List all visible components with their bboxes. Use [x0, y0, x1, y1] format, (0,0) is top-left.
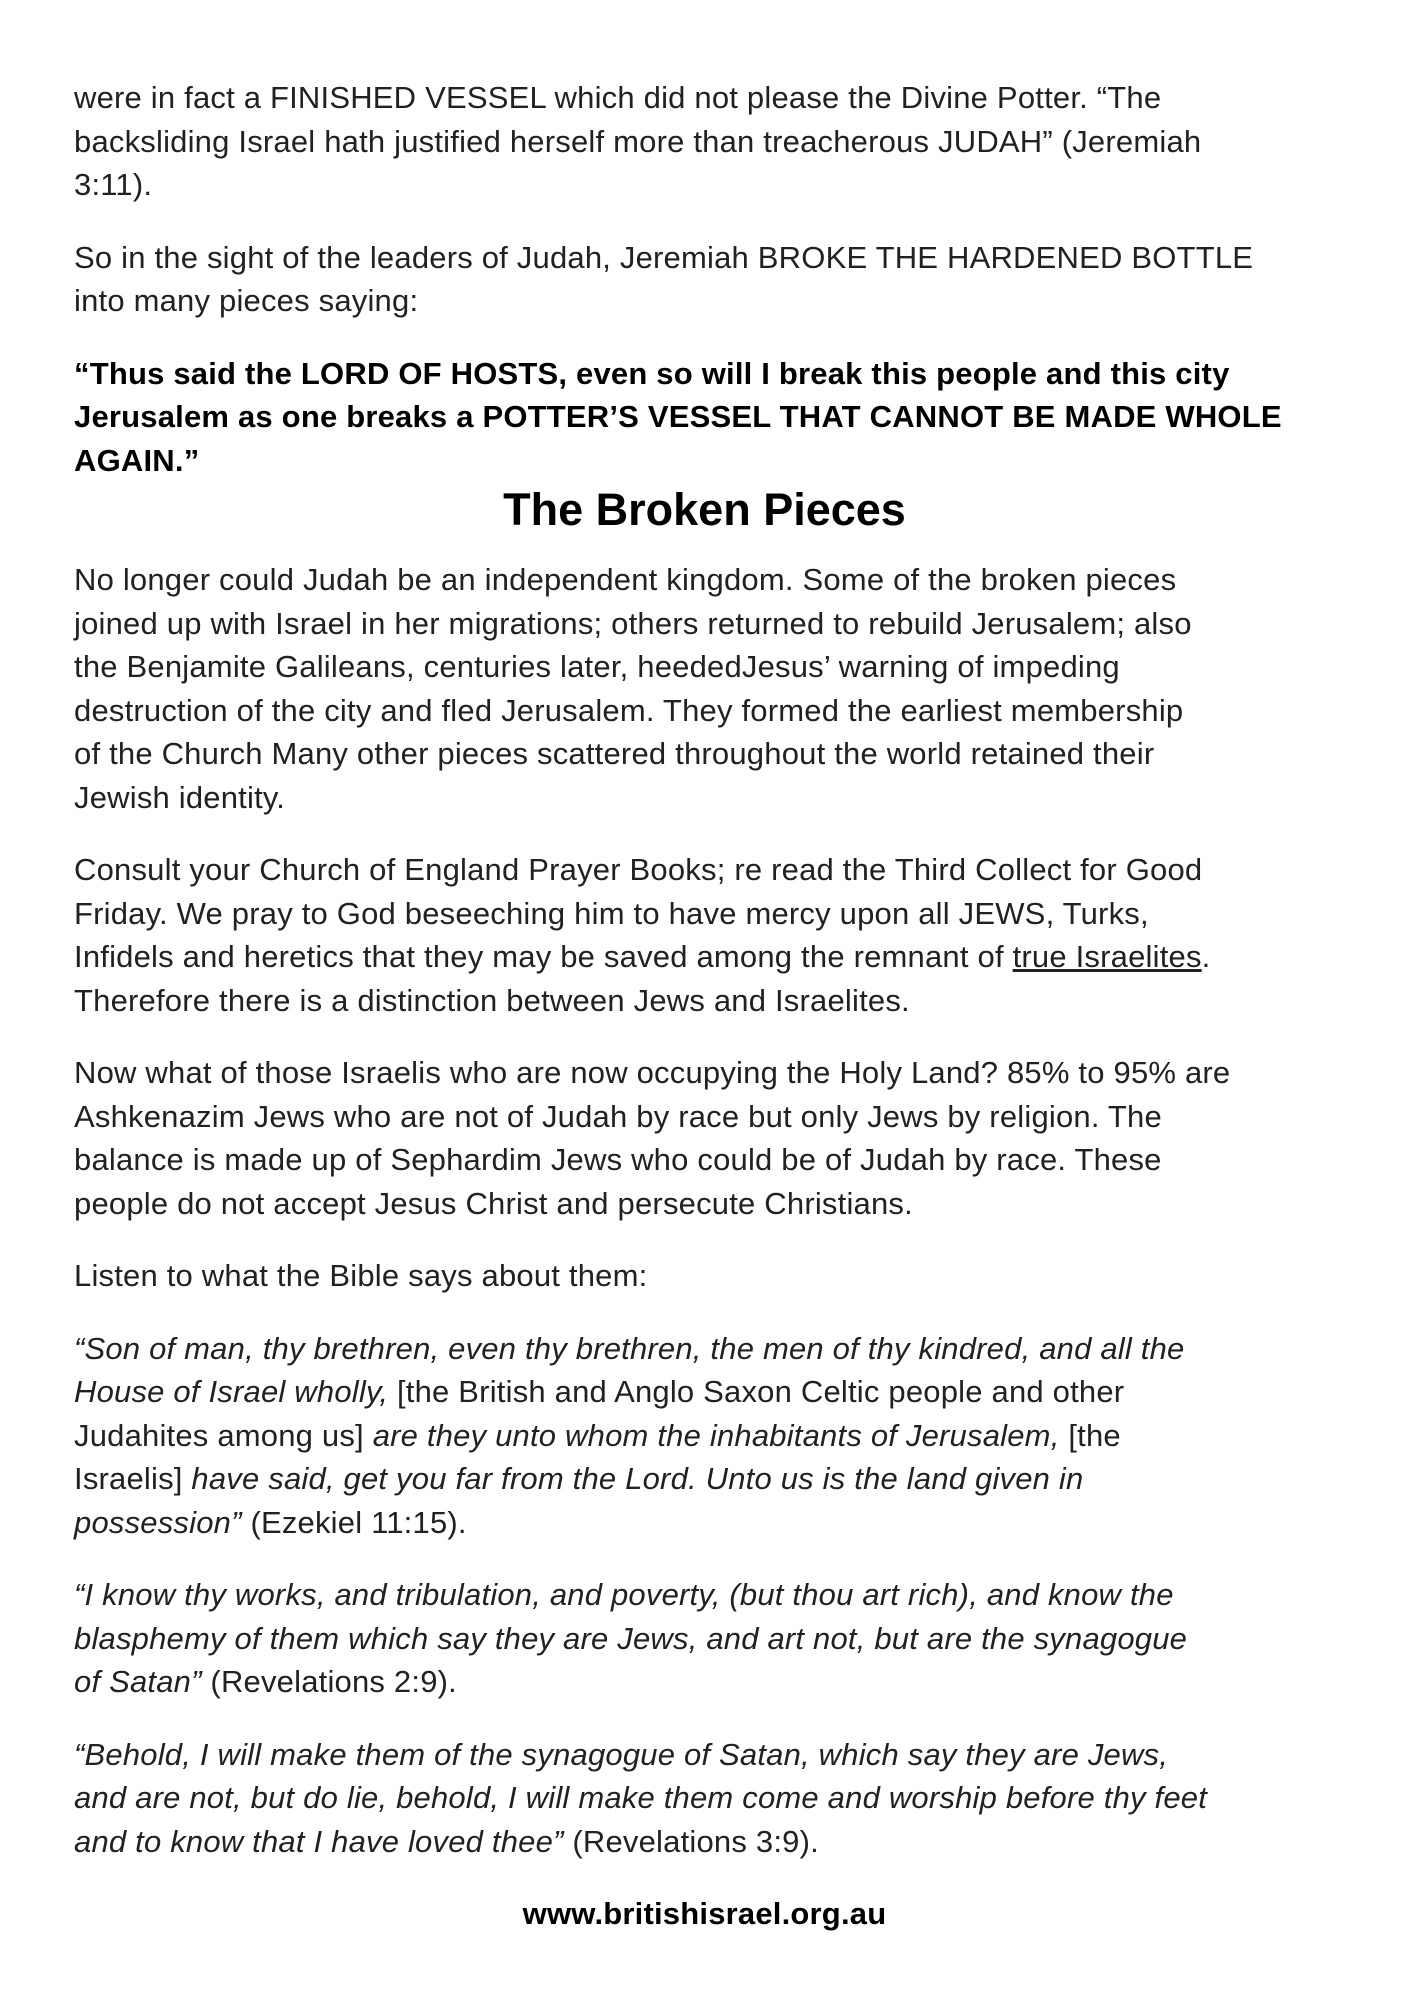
listen-intro-paragraph	[74, 1254, 1335, 1298]
text-line	[74, 1182, 1335, 1226]
text-segment: (Revelations 2:9).	[201, 1664, 457, 1699]
text-segment: Jewish identity.	[74, 779, 286, 815]
text-segment: “Behold, I will make them of the synagogue of Satan, which say they are Jews,	[74, 1736, 1169, 1772]
text-line	[74, 732, 1335, 776]
text-line	[74, 1660, 1335, 1704]
text-segment: are they unto whom the inhabitants of Jerusalem,	[372, 1417, 1060, 1453]
body-section	[74, 558, 1335, 1863]
text-segment: of Satan”	[74, 1664, 202, 1699]
text-line	[74, 935, 1335, 979]
text-line	[74, 1820, 1335, 1864]
footer-url: www.britishisrael.org.au	[522, 1896, 887, 1931]
text-segment: Israelis]	[74, 1461, 192, 1496]
text-line	[74, 689, 1335, 733]
text-segment: backsliding Israel hath justified herself more than treacherous JUDAH” (Jeremiah	[74, 123, 1202, 159]
text-line	[74, 776, 1335, 820]
text-line	[74, 236, 1335, 280]
text-line	[74, 558, 1335, 602]
text-segment: have said, get you far from the Lord. Unto us is the land given in	[191, 1461, 1084, 1496]
text-segment: Therefore there is a distinction between Jews and Israelites.	[74, 982, 910, 1018]
text-segment: AGAIN.”	[74, 442, 200, 478]
text-segment: blasphemy of them which say they are Jews, and art not, but are the synagogue	[74, 1620, 1188, 1656]
text-segment: Consult your Church of England Prayer Books; re read the Third Collect for Good	[74, 852, 1203, 887]
text-segment: and to know that I have loved thee”	[74, 1823, 564, 1859]
text-segment: of the Church Many other pieces scattered throughout the world retained their	[74, 736, 1155, 771]
text-segment: possession”	[74, 1504, 242, 1540]
text-line	[74, 1254, 1335, 1298]
text-line	[74, 1617, 1335, 1661]
text-line	[74, 1138, 1335, 1182]
text-segment: destruction of the city and fled Jerusalem. They formed the earliest membership	[74, 692, 1184, 728]
text-segment: Friday. We pray to God beseeching him to have mercy upon all JEWS, Turks,	[74, 895, 1149, 931]
text-line	[74, 163, 1335, 207]
text-line	[74, 848, 1335, 892]
text-segment: (Ezekiel 11:15).	[241, 1504, 467, 1540]
prayer-book-paragraph	[74, 848, 1335, 1022]
text-line	[74, 1370, 1335, 1414]
text-segment: Infidels and heretics that they may be saved among the remnant of	[74, 939, 1013, 974]
underlined-phrase: true Israelites	[1012, 939, 1202, 974]
revelations-2-9-quote	[74, 1573, 1335, 1704]
text-segment: Now what of those Israelis who are now occupying the Holy Land? 85% to 95% are	[74, 1055, 1231, 1090]
text-segment: balance is made up of Sephardim Jews who could be of Judah by race. These	[74, 1142, 1162, 1177]
text-segment: were in fact a FINISHED VESSEL which did not please the Divine Potter. “The	[74, 80, 1162, 115]
text-line	[74, 1733, 1335, 1777]
text-segment: House of Israel wholly,	[74, 1374, 389, 1409]
text-line	[74, 279, 1335, 323]
text-segment: joined up with Israel in her migrations; others returned to rebuild Jerusalem; also	[74, 605, 1192, 641]
text-line	[74, 1414, 1335, 1458]
text-line	[74, 395, 1335, 439]
text-segment: “Son of man, thy brethren, even thy brethren, the men of thy kindred, and all the	[74, 1330, 1185, 1366]
text-segment: Jerusalem as one breaks a POTTER’S VESSEL THAT CANNOT BE MADE WHOLE	[74, 399, 1282, 434]
text-line	[74, 1776, 1335, 1820]
text-segment: “Thus said the LORD OF HOSTS, even so will I break this people and this city	[74, 355, 1230, 391]
jeremiah-breaks-bottle-paragraph	[74, 236, 1335, 323]
text-segment: people do not accept Jesus Christ and persecute Christians.	[74, 1185, 913, 1221]
text-segment: (Revelations 3:9).	[563, 1823, 819, 1859]
revelations-3-9-quote	[74, 1733, 1335, 1864]
text-segment: No longer could Judah be an independent kingdom. Some of the broken pieces	[74, 562, 1177, 597]
text-line	[74, 120, 1335, 164]
text-segment: 3:11).	[74, 167, 153, 202]
text-segment: So in the sight of the leaders of Judah, Jeremiah BROKE THE HARDENED BOTTLE	[74, 239, 1254, 275]
text-segment: and are not, but do lie, behold, I will make them come and worship before thy feet	[74, 1780, 1208, 1815]
text-segment: Judahites among us]	[74, 1417, 373, 1453]
text-segment: [the British and Anglo Saxon Celtic people and other	[388, 1374, 1125, 1409]
text-line	[74, 892, 1335, 936]
text-segment: .	[1201, 939, 1211, 974]
text-segment: [the	[1059, 1417, 1121, 1453]
text-line	[74, 979, 1335, 1023]
text-segment: “I know thy works, and tribulation, and poverty, (but thou art rich), and know the	[74, 1577, 1174, 1612]
text-line	[74, 1327, 1335, 1371]
text-line	[74, 1457, 1335, 1501]
text-line	[74, 602, 1335, 646]
israelis-paragraph	[74, 1051, 1335, 1225]
section-heading: The Broken Pieces	[503, 484, 906, 535]
text-line	[74, 1095, 1335, 1139]
text-line	[74, 76, 1335, 120]
intro-section	[74, 76, 1335, 482]
lord-of-hosts-quote	[74, 352, 1335, 483]
broken-pieces-paragraph	[74, 558, 1335, 819]
text-segment: Ashkenazim Jews who are not of Judah by race but only Jews by religion. The	[74, 1098, 1162, 1134]
text-segment: Listen to what the Bible says about them:	[74, 1258, 648, 1293]
text-segment: the Benjamite Galileans, centuries later, heededJesus’ warning of impeding	[74, 649, 1120, 684]
ezekiel-11-15-quote	[74, 1327, 1335, 1545]
text-segment: into many pieces saying:	[74, 283, 419, 318]
text-line	[74, 352, 1335, 396]
text-line	[74, 1501, 1335, 1545]
text-line	[74, 645, 1335, 689]
text-line	[74, 1051, 1335, 1095]
text-line	[74, 439, 1335, 483]
continuation-paragraph	[74, 76, 1335, 207]
text-line	[74, 1573, 1335, 1617]
